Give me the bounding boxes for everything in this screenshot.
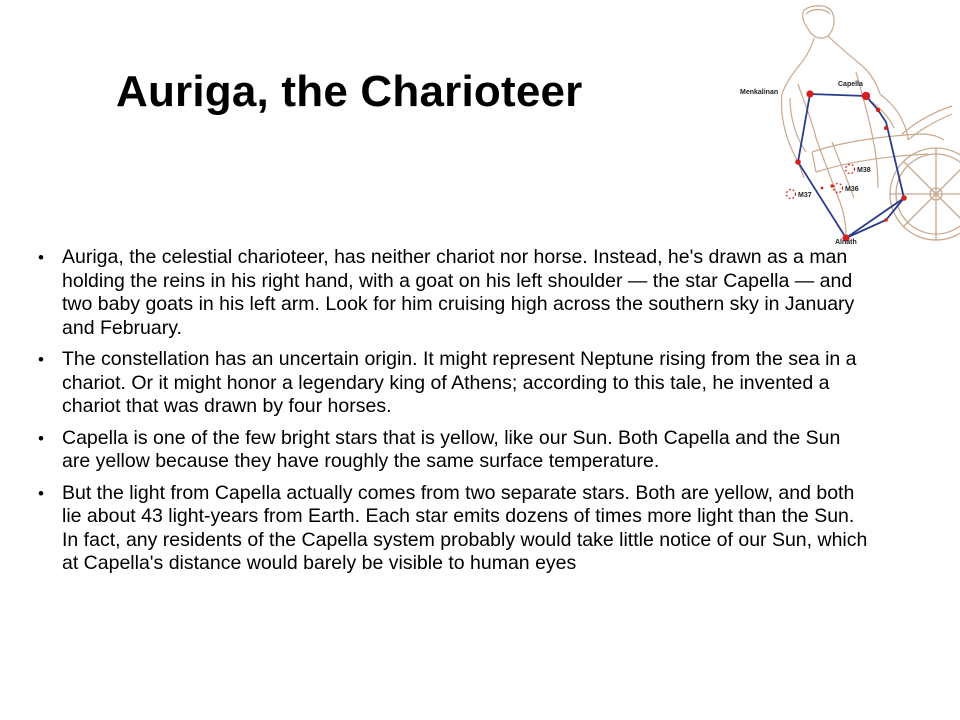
label-menkalinan: Menkalinan (740, 89, 779, 96)
label-m37: M37 (798, 192, 812, 199)
stars (795, 90, 907, 241)
slide-title: Auriga, the Charioteer (116, 67, 583, 116)
bullet-text: But the light from Capella actually comes from two separate stars. Both are yellow, and both lie about 43 light-years from Earth. Each star emits dozens of times more light than the Sun. In fact, any residents of the Capella system probably would take little notice of our Sun, which at Capella's distance would barely be visible to human eyes (62, 481, 868, 574)
star-minor (821, 187, 824, 190)
label-m38: M38 (857, 167, 871, 174)
star-clusters (787, 165, 855, 199)
auriga-illustration (740, 2, 960, 246)
bullet-item (38, 348, 870, 419)
bullet-marker: • (38, 483, 44, 503)
bullet-list (38, 246, 870, 584)
star-minor-2 (830, 184, 833, 187)
auriga-constellation-diagram (740, 2, 960, 246)
star-capella (862, 92, 870, 100)
star-zeta (884, 126, 888, 130)
bullet-marker: • (38, 428, 44, 448)
bullet-text: The constellation has an uncertain origin. It might represent Neptune rising from the sea in a chariot. Or it might honor a legendary king of Athens; according to this tale, he invented a chariot that was drawn by four horses. (62, 348, 857, 417)
constellation-lines (798, 94, 904, 238)
bullet-text: Capella is one of the few bright stars that is yellow, like our Sun. Both Capella and the Sun are yellow because they have roughly the same surface temperature. (62, 426, 841, 472)
bullet-item (38, 427, 870, 474)
label-alnath: Alnath (835, 239, 857, 246)
star-theta (901, 195, 907, 201)
bullet-marker: • (38, 350, 44, 369)
star-epsilon (876, 108, 880, 112)
bullet-text: Auriga, the celestial charioteer, has neither chariot nor horse. Instead, he's drawn as a man holding the reins in his right hand, with a goat on his left shoulder — the star Capella — and two baby goats in his left arm. Look for him cruising high across the southern sky in January and February. (62, 246, 855, 339)
star-menkalinan (806, 90, 813, 97)
bullet-item (38, 482, 870, 576)
star-beta (884, 218, 888, 222)
cluster-m38-icon (846, 165, 855, 174)
cluster-m37-icon (787, 190, 796, 199)
charioteer-figure-outline (781, 6, 952, 234)
label-capella: Capella (838, 81, 863, 88)
star-iota (795, 159, 801, 165)
chariot-wheel (890, 148, 960, 240)
bullet-marker: • (38, 248, 44, 267)
label-m36: M36 (845, 186, 859, 193)
bullet-item (38, 246, 870, 340)
